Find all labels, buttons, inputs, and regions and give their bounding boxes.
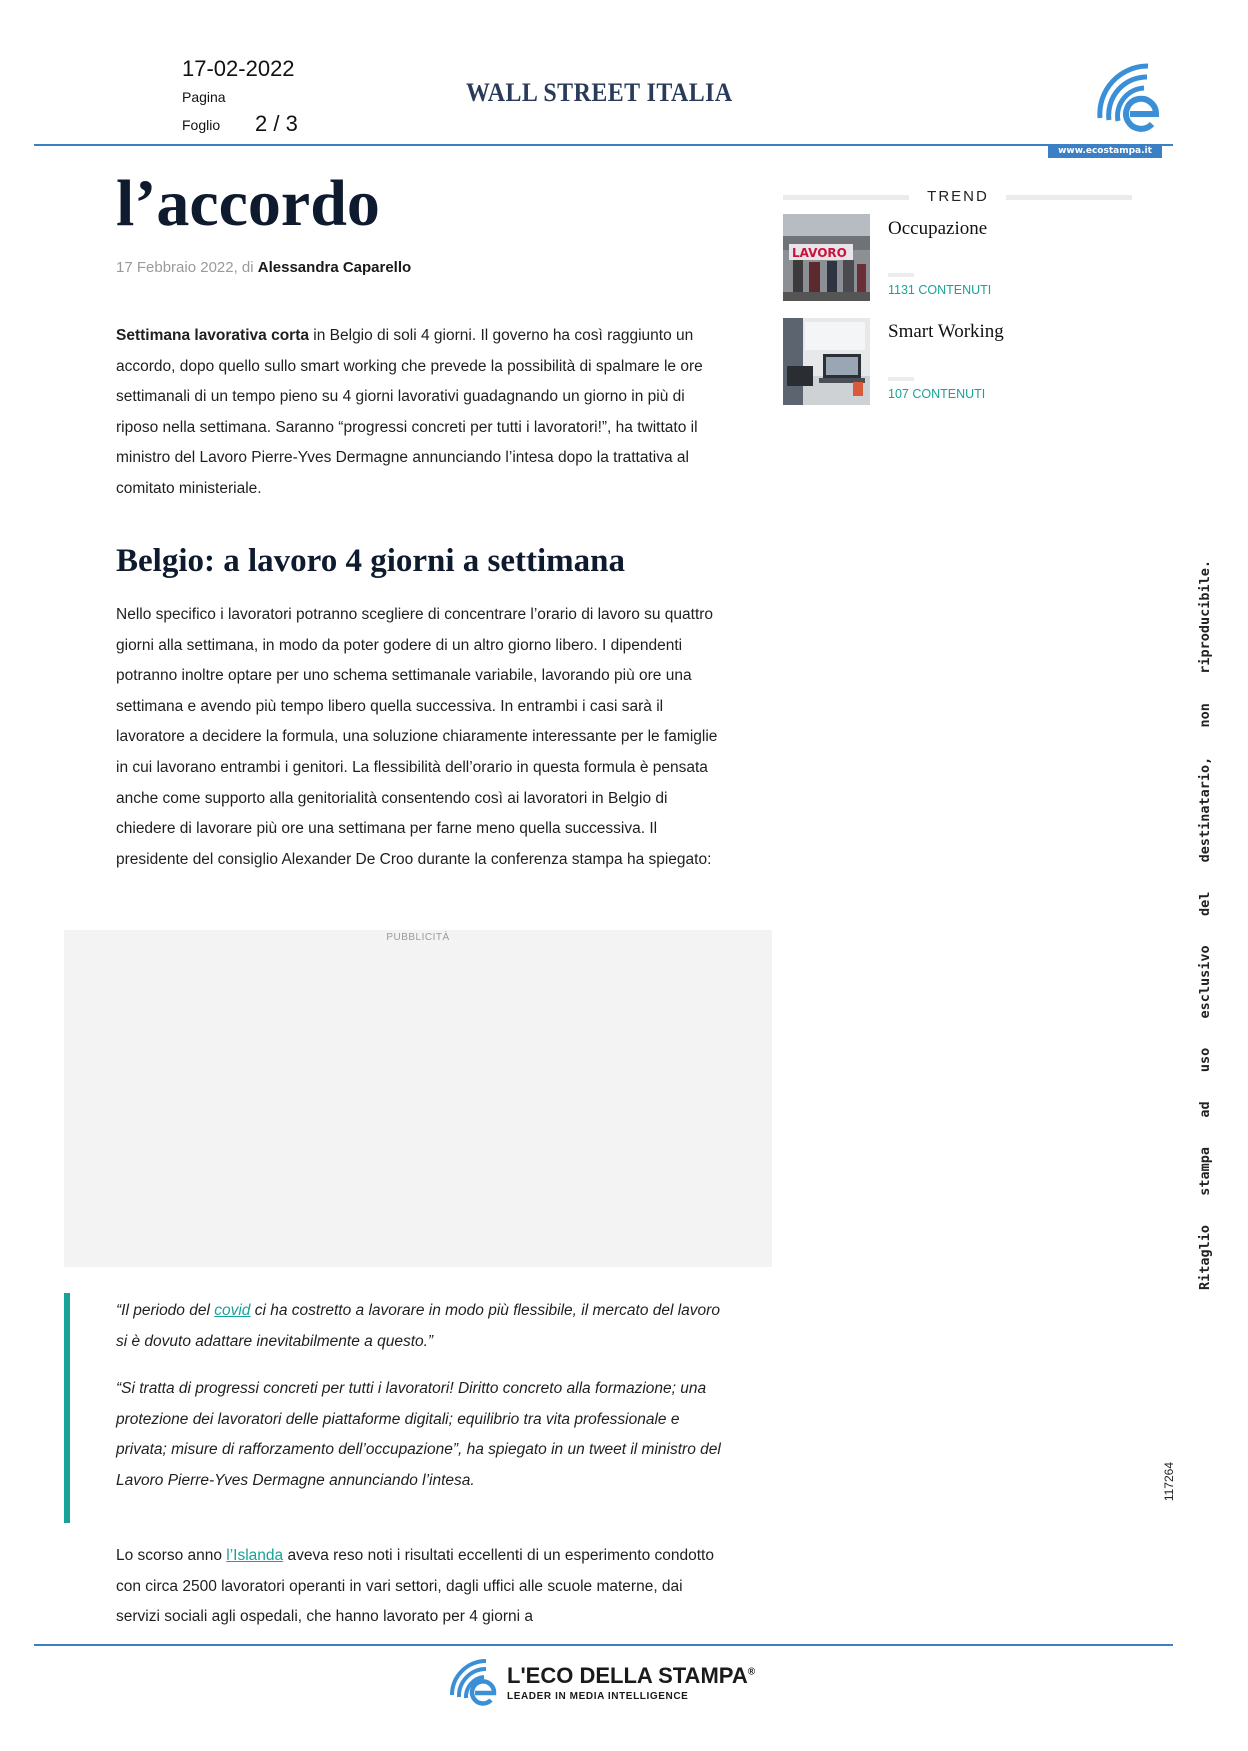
- section-heading: Belgio: a lavoro 4 giorni a settimana: [116, 543, 626, 579]
- blockquote-bar: [64, 1293, 70, 1523]
- trend-count-smart-working[interactable]: 107 CONTENUTI: [888, 387, 986, 401]
- header-rule: [34, 144, 1173, 146]
- trend-thumbnail-smart-working[interactable]: [783, 318, 870, 405]
- pagina-label: Pagina: [182, 89, 226, 105]
- brand-name: L'ECO DELLA STAMPA: [507, 1663, 748, 1688]
- publication-name: WALL STREET ITALIA: [466, 78, 733, 107]
- ecostampa-logo-icon: [1094, 58, 1164, 136]
- client-code: 117264: [1162, 1462, 1176, 1502]
- trend-thumbnail-occupazione[interactable]: [783, 214, 870, 301]
- byline-author[interactable]: Alessandra Caparello: [257, 259, 412, 276]
- ecostampa-url-badge: www.ecostampa.it: [1048, 145, 1162, 158]
- intro-lead: Settimana lavorativa corta: [116, 327, 309, 344]
- quote-dermagne: “Si tratta di progressi concreti per tutti i lavoratori! Diritto concreto alla formazione; una protezione dei lavoratori delle piattaforme digitali; equilibrio tra vita professionale e privata; misure di rafforzamento dell’occupazione”, ha spiegato in un tweet il ministro del Lavoro Pierre-Yves Dermagne annunciando l’intesa.: [116, 1380, 721, 1489]
- copyright-notice: Ritaglio stampa ad uso esclusivo del destinatario, non riproducibile.: [1197, 560, 1213, 1290]
- trend-title-occupazione[interactable]: Occupazione: [888, 218, 988, 239]
- byline: [116, 259, 411, 276]
- ad-slot: [64, 930, 772, 1267]
- islanda-link[interactable]: l’Islanda: [226, 1547, 284, 1564]
- paragraph-text: aveva reso noti i risultati eccellenti di un esperimento condotto con circa 2500 lavoratori operanti in vari settori, dagli uffici alle scuole materne, dai servizi sociali agli ospedali, che hanno lavorato per 4 giorni a: [116, 1547, 714, 1626]
- quote-text: “Il periodo del: [116, 1302, 215, 1319]
- eco-della-stampa-logo-icon: [448, 1655, 500, 1707]
- paragraph-text: Lo scorso anno: [116, 1547, 227, 1564]
- clipping-date: 17-02-2022: [182, 56, 295, 81]
- trend-label: TREND: [927, 188, 989, 205]
- foglio-value: 2 / 3: [255, 111, 298, 136]
- intro-body: in Belgio di soli 4 giorni. Il governo ha così raggiunto un accordo, dopo quello sullo smart working che prevede la possibilità di spalmare le ore settimanali di un tempo pieno su 4 giorni lavorativi guadagnando un giorno in più di riposo nella settimana. Saranno “progressi concreti per tutti i lavoratori!”, ha twittato il ministro del Lavoro Pierre-Yves Dermagne annunciando l’intesa dopo la trattativa al comitato ministeriale.: [116, 327, 703, 497]
- quote-de-croo: [116, 1296, 726, 1357]
- footer-tagline: LEADER IN MEDIA INTELLIGENCE: [507, 1691, 689, 1702]
- trend-separator: [888, 377, 914, 381]
- trend-separator: [888, 273, 914, 277]
- quote-text: ci ha costretto a lavorare in modo più flessibile, il mercato del lavoro si è dovuto adattare inevitabilmente a questo.”: [116, 1302, 720, 1350]
- trend-divider-right: [1006, 195, 1132, 200]
- covid-link[interactable]: covid: [214, 1302, 251, 1319]
- footer-rule: [34, 1644, 1173, 1646]
- byline-date: 17 Febbraio 2022, di: [116, 259, 254, 276]
- registered-mark: ®: [747, 1666, 756, 1678]
- intro-paragraph: [116, 321, 726, 505]
- footer-brand: [507, 1663, 755, 1689]
- ad-label: PUBBLICITÀ: [386, 932, 450, 943]
- body-paragraph: Nello specifico i lavoratori potranno scegliere di concentrare l’orario di lavoro su quattro giorni alla settimana, in modo da poter godere di un altro giorno libero. I dipendenti potranno inoltre optare per uno schema settimanale variabile, lavorando più ore una settimana e avendo più tempo libero quella successiva. In entrambi i casi sarà il lavoratore a decidere la formula, una soluzione chiaramente interessante per le famiglie in cui lavorano entrambi i genitori. La flessibilità dell’orario in questa formula è pensata anche come supporto alla genitorialità consentendo così ai lavoratori in Belgio di chiedere di lavorare più ore una settimana per farne meno quella successiva. Il presidente del consiglio Alexander De Croo durante la conferenza stampa ha spiegato:: [116, 606, 718, 868]
- iceland-paragraph: [116, 1541, 726, 1633]
- trend-title-smart-working[interactable]: Smart Working: [888, 321, 1004, 342]
- trend-count-occupazione[interactable]: 1131 CONTENUTI: [888, 283, 992, 297]
- article-title: l’accordo: [116, 167, 380, 240]
- foglio-label: Foglio: [182, 117, 221, 133]
- protest-sign-text: LAVORO: [792, 246, 847, 260]
- trend-divider-left: [783, 195, 909, 200]
